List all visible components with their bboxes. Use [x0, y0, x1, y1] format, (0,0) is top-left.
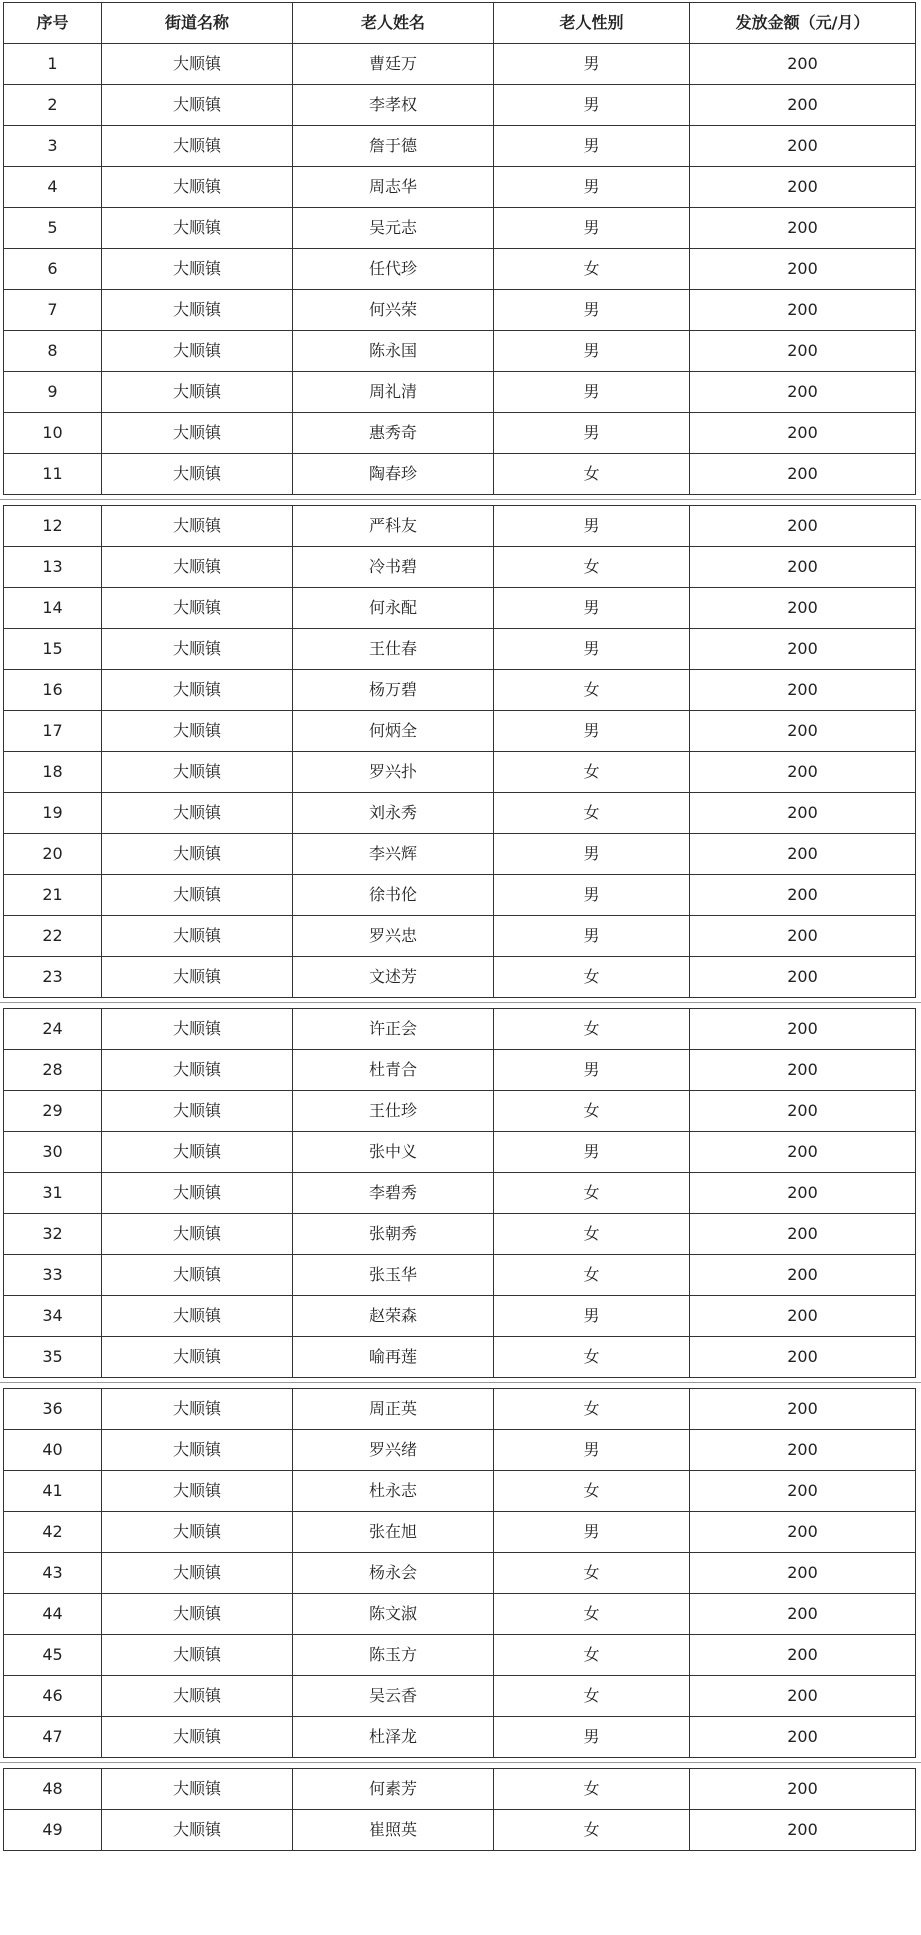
- cell-index: 33: [4, 1255, 102, 1296]
- cell-gender: 女: [494, 1091, 690, 1132]
- cell-name: 崔照英: [293, 1810, 494, 1851]
- cell-gender: 女: [494, 1255, 690, 1296]
- table-row: [4, 1512, 916, 1553]
- cell-gender: 男: [494, 834, 690, 875]
- header-street: 街道名称: [102, 3, 293, 44]
- cell-name: 何炳全: [293, 711, 494, 752]
- cell-gender: 男: [494, 44, 690, 85]
- cell-street: 大顺镇: [102, 793, 293, 834]
- cell-amount: 200: [690, 752, 916, 793]
- table-row: [4, 44, 916, 85]
- page-divider: [0, 998, 921, 1008]
- cell-gender: 女: [494, 1594, 690, 1635]
- header-row: [4, 3, 916, 44]
- cell-index: 43: [4, 1553, 102, 1594]
- cell-street: 大顺镇: [102, 1337, 293, 1378]
- cell-amount: 200: [690, 670, 916, 711]
- cell-index: 18: [4, 752, 102, 793]
- cell-name: 周正英: [293, 1389, 494, 1430]
- table-row: [4, 957, 916, 998]
- cell-name: 杨万碧: [293, 670, 494, 711]
- cell-amount: 200: [690, 875, 916, 916]
- table-row: [4, 670, 916, 711]
- table-row: [4, 1676, 916, 1717]
- cell-gender: 男: [494, 413, 690, 454]
- cell-gender: 男: [494, 290, 690, 331]
- cell-name: 冷书碧: [293, 547, 494, 588]
- cell-name: 詹于德: [293, 126, 494, 167]
- cell-street: 大顺镇: [102, 1050, 293, 1091]
- cell-amount: 200: [690, 1553, 916, 1594]
- cell-street: 大顺镇: [102, 1132, 293, 1173]
- table-row: [4, 916, 916, 957]
- cell-index: 1: [4, 44, 102, 85]
- cell-name: 杨永会: [293, 1553, 494, 1594]
- cell-index: 42: [4, 1512, 102, 1553]
- cell-amount: 200: [690, 454, 916, 495]
- cell-amount: 200: [690, 1512, 916, 1553]
- cell-street: 大顺镇: [102, 1389, 293, 1430]
- table-row: [4, 547, 916, 588]
- cell-name: 张玉华: [293, 1255, 494, 1296]
- rows-segment-1: [4, 44, 916, 495]
- cell-street: 大顺镇: [102, 1810, 293, 1851]
- cell-gender: 女: [494, 1337, 690, 1378]
- table-row: [4, 249, 916, 290]
- cell-amount: 200: [690, 1091, 916, 1132]
- cell-street: 大顺镇: [102, 208, 293, 249]
- cell-amount: 200: [690, 1594, 916, 1635]
- cell-index: 17: [4, 711, 102, 752]
- cell-gender: 男: [494, 711, 690, 752]
- cell-name: 罗兴扑: [293, 752, 494, 793]
- cell-index: 49: [4, 1810, 102, 1851]
- cell-amount: 200: [690, 1769, 916, 1810]
- cell-index: 7: [4, 290, 102, 331]
- table-row: [4, 1296, 916, 1337]
- cell-name: 曹廷万: [293, 44, 494, 85]
- cell-street: 大顺镇: [102, 454, 293, 495]
- cell-gender: 女: [494, 793, 690, 834]
- cell-gender: 男: [494, 1430, 690, 1471]
- cell-index: 44: [4, 1594, 102, 1635]
- cell-street: 大顺镇: [102, 372, 293, 413]
- cell-index: 48: [4, 1769, 102, 1810]
- cell-gender: 男: [494, 1050, 690, 1091]
- table-row: [4, 1255, 916, 1296]
- cell-gender: 女: [494, 454, 690, 495]
- cell-street: 大顺镇: [102, 126, 293, 167]
- cell-name: 陈玉方: [293, 1635, 494, 1676]
- cell-amount: 200: [690, 506, 916, 547]
- cell-name: 陈文淑: [293, 1594, 494, 1635]
- cell-street: 大顺镇: [102, 1255, 293, 1296]
- cell-street: 大顺镇: [102, 1769, 293, 1810]
- cell-street: 大顺镇: [102, 629, 293, 670]
- cell-index: 15: [4, 629, 102, 670]
- cell-amount: 200: [690, 1050, 916, 1091]
- cell-name: 刘永秀: [293, 793, 494, 834]
- cell-amount: 200: [690, 1255, 916, 1296]
- cell-amount: 200: [690, 1009, 916, 1050]
- cell-gender: 男: [494, 1132, 690, 1173]
- table-segment-2: [3, 505, 916, 998]
- cell-index: 29: [4, 1091, 102, 1132]
- cell-street: 大顺镇: [102, 1430, 293, 1471]
- cell-index: 45: [4, 1635, 102, 1676]
- cell-street: 大顺镇: [102, 711, 293, 752]
- table-row: [4, 588, 916, 629]
- cell-gender: 男: [494, 85, 690, 126]
- cell-index: 36: [4, 1389, 102, 1430]
- cell-amount: 200: [690, 372, 916, 413]
- cell-name: 吴元志: [293, 208, 494, 249]
- cell-gender: 男: [494, 1296, 690, 1337]
- cell-gender: 女: [494, 1214, 690, 1255]
- cell-name: 陈永国: [293, 331, 494, 372]
- cell-name: 罗兴忠: [293, 916, 494, 957]
- table-row: [4, 1389, 916, 1430]
- cell-index: 3: [4, 126, 102, 167]
- table-row: [4, 126, 916, 167]
- cell-street: 大顺镇: [102, 1635, 293, 1676]
- cell-street: 大顺镇: [102, 1676, 293, 1717]
- table-row: [4, 1091, 916, 1132]
- cell-name: 杜青合: [293, 1050, 494, 1091]
- cell-name: 王仕珍: [293, 1091, 494, 1132]
- table-row: [4, 167, 916, 208]
- cell-name: 周志华: [293, 167, 494, 208]
- table-row: [4, 413, 916, 454]
- cell-gender: 女: [494, 1810, 690, 1851]
- cell-name: 何素芳: [293, 1769, 494, 1810]
- cell-gender: 男: [494, 629, 690, 670]
- rows-segment-3: [4, 1009, 916, 1378]
- table-row: [4, 793, 916, 834]
- cell-street: 大顺镇: [102, 916, 293, 957]
- cell-amount: 200: [690, 1173, 916, 1214]
- cell-amount: 200: [690, 1337, 916, 1378]
- table-row: [4, 1009, 916, 1050]
- cell-index: 41: [4, 1471, 102, 1512]
- cell-gender: 男: [494, 126, 690, 167]
- cell-gender: 女: [494, 547, 690, 588]
- cell-gender: 男: [494, 588, 690, 629]
- cell-street: 大顺镇: [102, 1091, 293, 1132]
- table-row: [4, 1173, 916, 1214]
- cell-index: 20: [4, 834, 102, 875]
- header-gender: 老人性别: [494, 3, 690, 44]
- cell-street: 大顺镇: [102, 670, 293, 711]
- cell-amount: 200: [690, 1214, 916, 1255]
- cell-street: 大顺镇: [102, 752, 293, 793]
- cell-index: 16: [4, 670, 102, 711]
- cell-amount: 200: [690, 916, 916, 957]
- cell-street: 大顺镇: [102, 588, 293, 629]
- table-row: [4, 1717, 916, 1758]
- cell-gender: 女: [494, 752, 690, 793]
- table-row: [4, 1132, 916, 1173]
- cell-gender: 女: [494, 1553, 690, 1594]
- table-segment-5: [3, 1768, 916, 1851]
- table-row: [4, 1050, 916, 1091]
- cell-gender: 女: [494, 1471, 690, 1512]
- cell-name: 文述芳: [293, 957, 494, 998]
- cell-gender: 女: [494, 1173, 690, 1214]
- header-index: 序号: [4, 3, 102, 44]
- page-divider: [0, 1758, 921, 1768]
- cell-gender: 男: [494, 208, 690, 249]
- cell-index: 13: [4, 547, 102, 588]
- cell-amount: 200: [690, 1471, 916, 1512]
- cell-street: 大顺镇: [102, 1214, 293, 1255]
- cell-amount: 200: [690, 711, 916, 752]
- cell-amount: 200: [690, 1132, 916, 1173]
- cell-gender: 男: [494, 506, 690, 547]
- cell-index: 4: [4, 167, 102, 208]
- table-row: [4, 1430, 916, 1471]
- cell-street: 大顺镇: [102, 1296, 293, 1337]
- cell-street: 大顺镇: [102, 1173, 293, 1214]
- table-row: [4, 1214, 916, 1255]
- cell-amount: 200: [690, 167, 916, 208]
- cell-index: 5: [4, 208, 102, 249]
- table-row: [4, 1471, 916, 1512]
- cell-name: 严科友: [293, 506, 494, 547]
- table-row: [4, 711, 916, 752]
- cell-index: 30: [4, 1132, 102, 1173]
- cell-index: 23: [4, 957, 102, 998]
- cell-index: 34: [4, 1296, 102, 1337]
- cell-name: 何兴荣: [293, 290, 494, 331]
- cell-index: 9: [4, 372, 102, 413]
- cell-amount: 200: [690, 834, 916, 875]
- cell-name: 杜泽龙: [293, 1717, 494, 1758]
- cell-gender: 女: [494, 1769, 690, 1810]
- table-segment-4: [3, 1388, 916, 1758]
- cell-street: 大顺镇: [102, 249, 293, 290]
- table-row: [4, 834, 916, 875]
- cell-gender: 男: [494, 875, 690, 916]
- cell-amount: 200: [690, 249, 916, 290]
- cell-name: 赵荣森: [293, 1296, 494, 1337]
- cell-name: 吴云香: [293, 1676, 494, 1717]
- cell-name: 任代珍: [293, 249, 494, 290]
- cell-street: 大顺镇: [102, 413, 293, 454]
- header-name: 老人姓名: [293, 3, 494, 44]
- table-row: [4, 1769, 916, 1810]
- cell-street: 大顺镇: [102, 85, 293, 126]
- cell-street: 大顺镇: [102, 506, 293, 547]
- table-row: [4, 331, 916, 372]
- cell-index: 31: [4, 1173, 102, 1214]
- cell-name: 罗兴绪: [293, 1430, 494, 1471]
- table-row: [4, 372, 916, 413]
- cell-name: 张中义: [293, 1132, 494, 1173]
- cell-index: 12: [4, 506, 102, 547]
- table-segment-3: [3, 1008, 916, 1378]
- cell-name: 喻再莲: [293, 1337, 494, 1378]
- cell-street: 大顺镇: [102, 834, 293, 875]
- cell-index: 14: [4, 588, 102, 629]
- cell-amount: 200: [690, 85, 916, 126]
- table-row: [4, 1337, 916, 1378]
- table-row: [4, 290, 916, 331]
- cell-index: 40: [4, 1430, 102, 1471]
- cell-index: 2: [4, 85, 102, 126]
- cell-amount: 200: [690, 44, 916, 85]
- cell-name: 惠秀奇: [293, 413, 494, 454]
- cell-amount: 200: [690, 413, 916, 454]
- cell-name: 许正会: [293, 1009, 494, 1050]
- cell-index: 46: [4, 1676, 102, 1717]
- cell-street: 大顺镇: [102, 1553, 293, 1594]
- cell-amount: 200: [690, 1676, 916, 1717]
- cell-street: 大顺镇: [102, 1512, 293, 1553]
- table-row: [4, 629, 916, 670]
- cell-gender: 女: [494, 670, 690, 711]
- table-row: [4, 875, 916, 916]
- cell-amount: 200: [690, 126, 916, 167]
- cell-gender: 男: [494, 372, 690, 413]
- cell-amount: 200: [690, 957, 916, 998]
- table-segment-1: [3, 2, 916, 495]
- rows-segment-5: [4, 1769, 916, 1851]
- cell-name: 李兴辉: [293, 834, 494, 875]
- cell-amount: 200: [690, 793, 916, 834]
- cell-index: 6: [4, 249, 102, 290]
- cell-name: 杜永志: [293, 1471, 494, 1512]
- cell-index: 47: [4, 1717, 102, 1758]
- table-row: [4, 454, 916, 495]
- cell-index: 28: [4, 1050, 102, 1091]
- cell-index: 8: [4, 331, 102, 372]
- cell-name: 周礼清: [293, 372, 494, 413]
- cell-index: 22: [4, 916, 102, 957]
- table-row: [4, 752, 916, 793]
- cell-street: 大顺镇: [102, 290, 293, 331]
- cell-name: 王仕春: [293, 629, 494, 670]
- cell-index: 21: [4, 875, 102, 916]
- cell-gender: 男: [494, 167, 690, 208]
- cell-index: 24: [4, 1009, 102, 1050]
- rows-segment-4: [4, 1389, 916, 1758]
- cell-gender: 男: [494, 1717, 690, 1758]
- cell-amount: 200: [690, 588, 916, 629]
- cell-gender: 女: [494, 1389, 690, 1430]
- cell-street: 大顺镇: [102, 331, 293, 372]
- cell-street: 大顺镇: [102, 875, 293, 916]
- cell-name: 陶春珍: [293, 454, 494, 495]
- cell-street: 大顺镇: [102, 957, 293, 998]
- table-row: [4, 1594, 916, 1635]
- cell-street: 大顺镇: [102, 1471, 293, 1512]
- cell-street: 大顺镇: [102, 547, 293, 588]
- elderly-subsidy-sheet: [3, 2, 915, 1851]
- cell-name: 张朝秀: [293, 1214, 494, 1255]
- cell-index: 32: [4, 1214, 102, 1255]
- cell-name: 张在旭: [293, 1512, 494, 1553]
- cell-amount: 200: [690, 208, 916, 249]
- cell-street: 大顺镇: [102, 1717, 293, 1758]
- cell-amount: 200: [690, 1389, 916, 1430]
- cell-gender: 女: [494, 249, 690, 290]
- cell-street: 大顺镇: [102, 167, 293, 208]
- cell-gender: 女: [494, 1676, 690, 1717]
- cell-gender: 男: [494, 916, 690, 957]
- table-row: [4, 1553, 916, 1594]
- cell-name: 何永配: [293, 588, 494, 629]
- header-amount: 发放金额（元/月）: [690, 3, 916, 44]
- cell-index: 10: [4, 413, 102, 454]
- cell-amount: 200: [690, 1717, 916, 1758]
- cell-gender: 女: [494, 957, 690, 998]
- cell-amount: 200: [690, 1810, 916, 1851]
- cell-street: 大顺镇: [102, 1594, 293, 1635]
- cell-gender: 女: [494, 1635, 690, 1676]
- cell-name: 徐书伦: [293, 875, 494, 916]
- cell-gender: 女: [494, 1009, 690, 1050]
- table-row: [4, 506, 916, 547]
- cell-gender: 男: [494, 1512, 690, 1553]
- cell-index: 19: [4, 793, 102, 834]
- cell-street: 大顺镇: [102, 1009, 293, 1050]
- cell-street: 大顺镇: [102, 44, 293, 85]
- cell-gender: 男: [494, 331, 690, 372]
- cell-amount: 200: [690, 1430, 916, 1471]
- page-divider: [0, 495, 921, 505]
- table-row: [4, 1810, 916, 1851]
- cell-name: 李碧秀: [293, 1173, 494, 1214]
- cell-name: 李孝权: [293, 85, 494, 126]
- table-row: [4, 85, 916, 126]
- cell-amount: 200: [690, 331, 916, 372]
- table-row: [4, 1635, 916, 1676]
- cell-index: 35: [4, 1337, 102, 1378]
- page-divider: [0, 1378, 921, 1388]
- cell-amount: 200: [690, 290, 916, 331]
- cell-index: 11: [4, 454, 102, 495]
- table-row: [4, 208, 916, 249]
- cell-amount: 200: [690, 1635, 916, 1676]
- cell-amount: 200: [690, 547, 916, 588]
- cell-amount: 200: [690, 1296, 916, 1337]
- rows-segment-2: [4, 506, 916, 998]
- cell-amount: 200: [690, 629, 916, 670]
